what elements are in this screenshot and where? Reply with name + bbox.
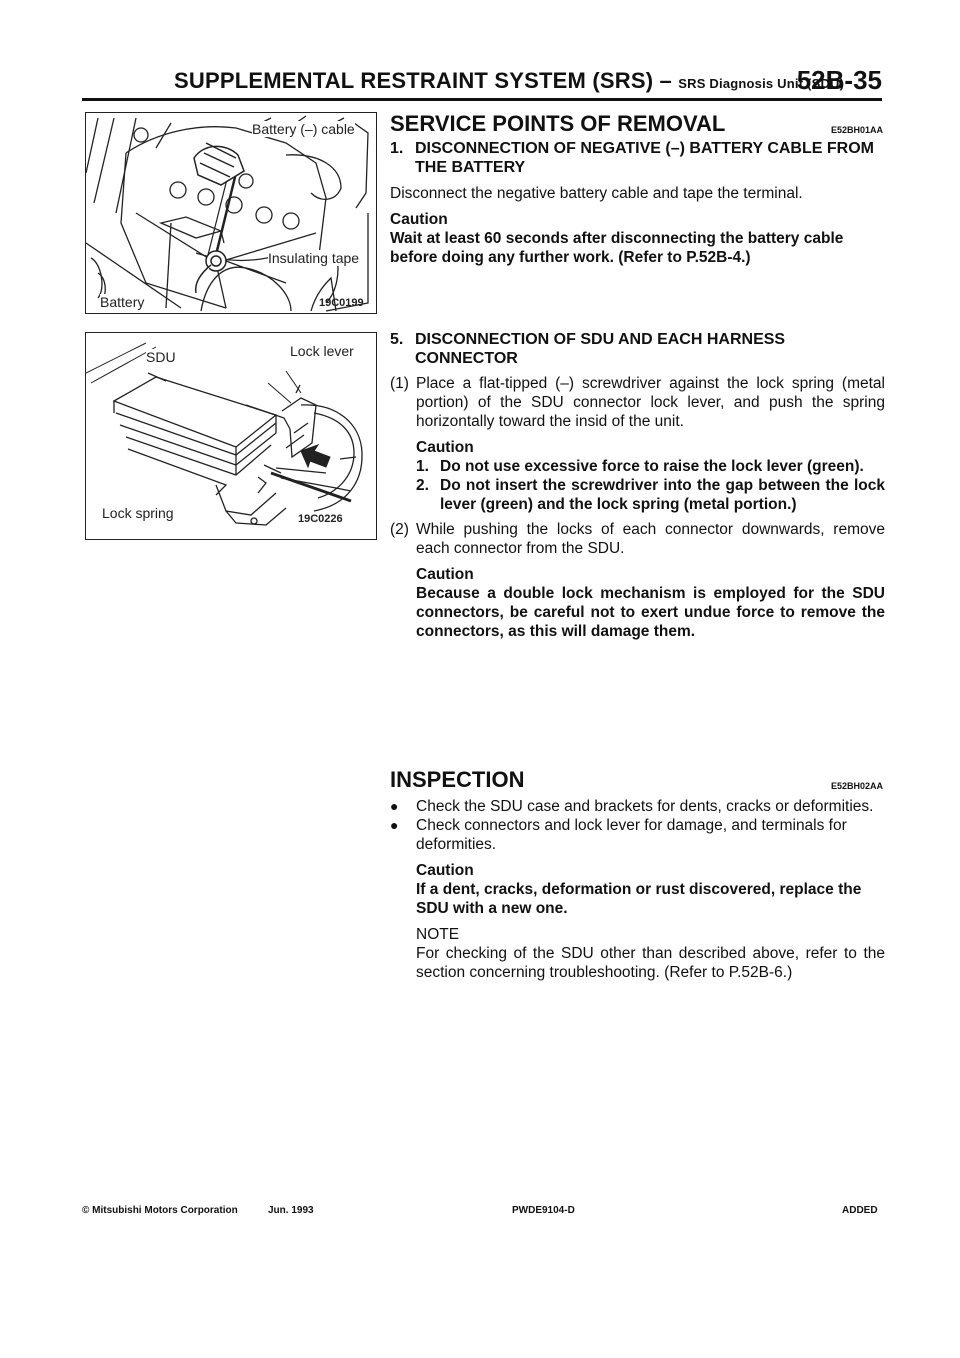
step-5-title: [390, 330, 885, 368]
inspection-heading: [390, 767, 885, 792]
sub-step-2-number: (2): [390, 521, 409, 538]
step-1-caution-label: Caution: [390, 211, 448, 228]
inspection-caution-label: Caution: [416, 862, 474, 879]
sub-step-1-number: (1): [390, 375, 409, 392]
footer-date: Jun. 1993: [268, 1205, 314, 1216]
sub-step-2: [390, 520, 885, 641]
label-insulating-tape: Insulating tape: [268, 250, 360, 266]
label-lock-lever: Lock lever: [290, 343, 354, 359]
sub-step-2-caution-text: Because a double lock mechanism is employed for the SDU connectors, be careful not to exert undue force to remove the connectors, as this will damage them.: [416, 585, 885, 640]
figure-code-2: 19C0226: [298, 513, 343, 525]
step-1-text: Disconnect the negative battery cable and tape the terminal.: [390, 185, 803, 202]
caution-item-2: [416, 476, 885, 514]
caution-item-1-text: Do not use excessive force to raise the lock lever (green).: [440, 458, 864, 475]
removal-heading: [390, 111, 885, 136]
battery-illustration: [86, 113, 376, 313]
inspection-bullet-1: [390, 797, 885, 816]
step-5-section: [390, 330, 885, 641]
label-battery-cable: Battery (–) cable: [252, 121, 355, 137]
inspection-heading-text: INSPECTION: [390, 767, 525, 792]
step-5-number: 5.: [390, 331, 404, 348]
caution-item-1-number: 1.: [416, 458, 429, 475]
label-battery: Battery: [100, 294, 145, 310]
step-1-caution-text: Wait at least 60 seconds after disconnecting the battery cable before doing any further work. (Refer to P.52B-4.): [390, 230, 844, 266]
bullet-icon: ●: [390, 817, 399, 833]
footer-status: ADDED: [842, 1205, 878, 1216]
removal-section: [390, 111, 885, 267]
caution-item-2-number: 2.: [416, 477, 429, 494]
caution-item-1: [416, 457, 885, 476]
page-number: 52B-35: [796, 65, 882, 95]
bullet-icon: ●: [390, 798, 399, 814]
step-1-title: [390, 139, 885, 177]
header-title-line: [174, 68, 844, 94]
inspection-bullet-2: [390, 816, 885, 854]
sub-step-2-caution-label: Caution: [416, 566, 474, 583]
step-1-number: 1.: [390, 140, 404, 157]
caution-item-2-text: Do not insert the screwdriver into the gap between the lock lever (green) and the lock spring (metal portion.): [440, 477, 885, 513]
figure-sdu: [85, 332, 377, 540]
header-title: SUPPLEMENTAL RESTRAINT SYSTEM (SRS): [174, 68, 654, 93]
inspection-caution-text: If a dent, cracks, deformation or rust discovered, replace the SDU with a new one.: [416, 881, 862, 917]
sub-step-2-text: While pushing the locks of each connector downwards, remove each connector from the SDU.: [416, 521, 885, 557]
page-header: [82, 64, 882, 101]
inspection-ref-code: E52BH02AA: [830, 781, 883, 791]
figure-battery: [85, 112, 377, 314]
footer-copyright: © Mitsubishi Motors Corporation: [82, 1205, 238, 1216]
sub-step-1-text: Place a flat-tipped (–) screwdriver against the lock spring (metal portion) of the SDU connector lock lever, and push the spring horizontally toward the insid of the unit.: [416, 375, 885, 430]
header-subtitle: SRS Diagnosis Unit (SDU): [678, 76, 845, 91]
sub-step-1-caution-label: Caution: [416, 439, 474, 456]
label-sdu: SDU: [146, 349, 176, 365]
inspection-note-text: For checking of the SDU other than described above, refer to the section concerning troubleshooting. (Refer to P.52B-6.): [416, 945, 885, 981]
sub-step-1: [390, 374, 885, 514]
step-5-title-text: DISCONNECTION OF SDU AND EACH HARNESS CONNECTOR: [415, 331, 786, 367]
removal-ref-code: E52BH01AA: [830, 125, 883, 135]
label-lock-spring: Lock spring: [102, 505, 174, 521]
step-1-title-text: DISCONNECTION OF NEGATIVE (–) BATTERY CABLE FROM THE BATTERY: [415, 140, 874, 176]
inspection-section: [390, 767, 885, 982]
footer-doc-code: PWDE9104-D: [512, 1205, 575, 1216]
removal-heading-text: SERVICE POINTS OF REMOVAL: [390, 111, 726, 136]
inspection-bullet-2-text: Check connectors and lock lever for damage, and terminals for deformities.: [416, 817, 847, 853]
inspection-note-label: NOTE: [416, 926, 460, 943]
inspection-bullet-1-text: Check the SDU case and brackets for dents, cracks or deformities.: [416, 798, 874, 815]
figure-code-1: 19C0199: [319, 297, 364, 309]
header-dash: –: [659, 68, 672, 93]
